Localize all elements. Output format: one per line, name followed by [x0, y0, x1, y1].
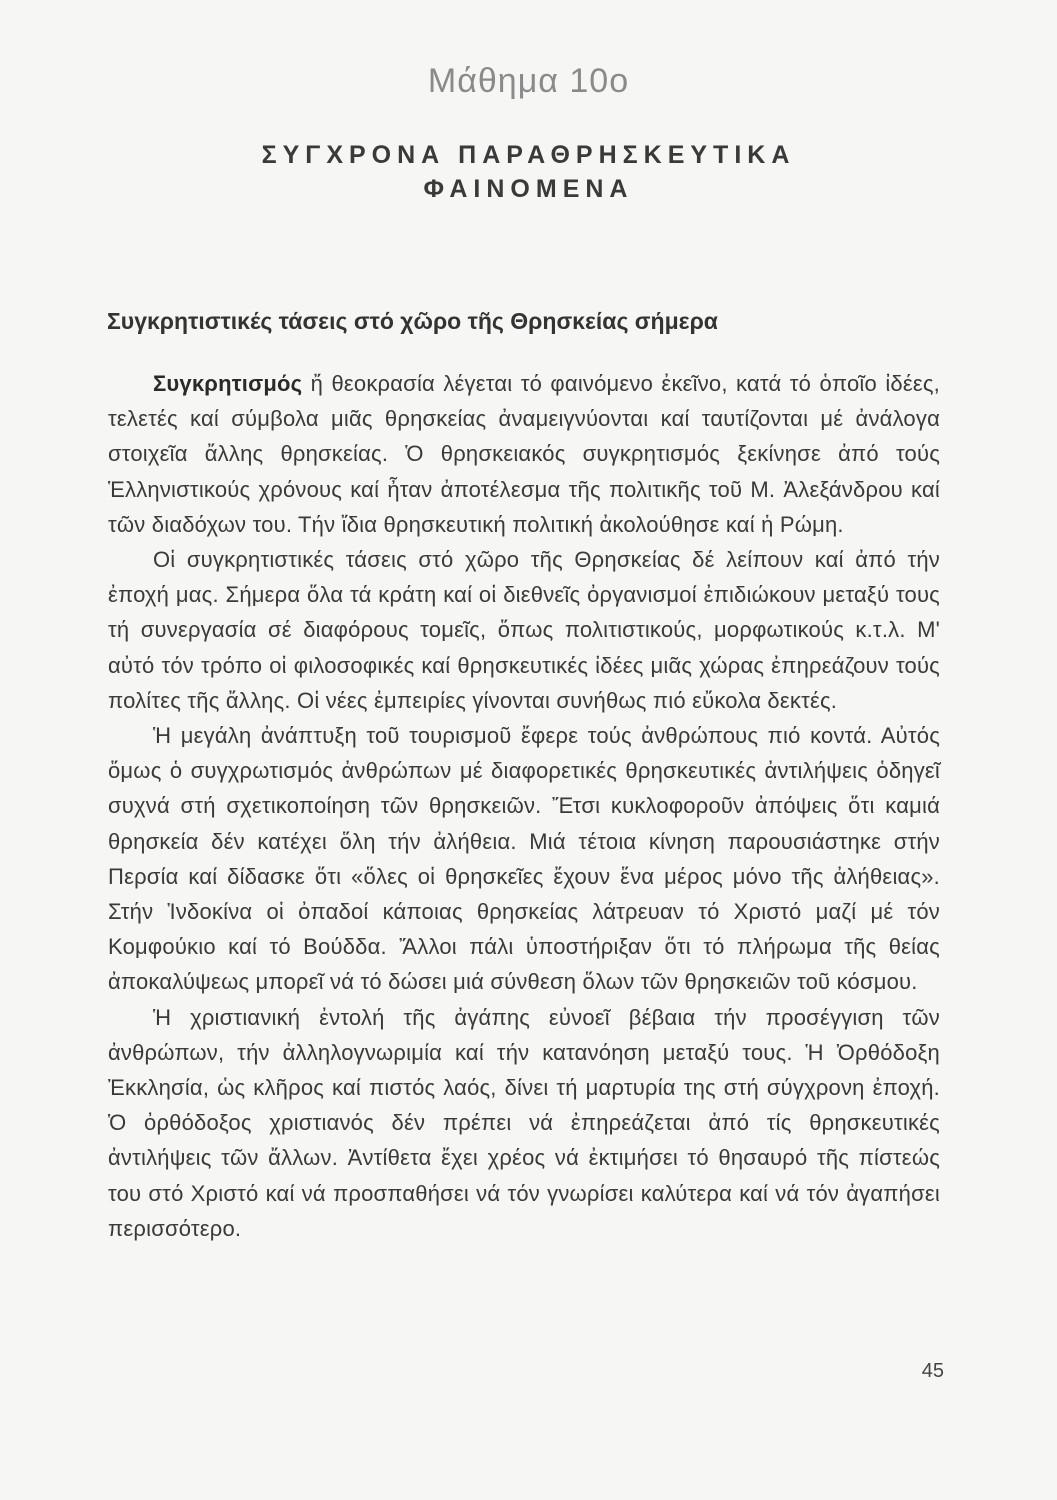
paragraph-3: Ἡ μεγάλη ἀνάπτυξη τοῦ τουρισμοῦ ἔφερε τούς ἀνθρώπους πιό κοντά. Αὐτός ὅμως ὁ συγχρωτισμός ἀνθρώπων μέ διαφορετικές θρησκευτικές ἀντιλήψεις ὁδηγεῖ συχνά στή σχετικοποίηση τῶν θρησκειῶν. Ἔτσι κυκλοφοροῦν ἀπόψεις ὅτι καμιά θρησκεία δέν κατέχει ὅλη τήν ἀλήθεια. Μιά τέτοια κίνηση παρουσιάστηκε στήν Περσία καί δίδασκε ὅτι «ὅλες οἱ θρησκεῖες ἔχουν ἕνα μέρος μόνο τῆς ἀλήθειας». Στήν Ἰνδοκίνα οἱ ὀπαδοί κάποιας θρησκείας λάτρευαν τό Χριστό μαζί μέ τόν Κομφούκιο καί τό Βούδδα. Ἄλλοι πάλι ὑποστήριξαν ὅτι τό πλήρωμα τῆς θείας ἀποκαλύψεως μπορεῖ νά τό δώσει μιά σύνθεση ὅλων τῶν θρησκειῶν τοῦ κόσμου. — [108, 723, 940, 995]
lesson-title: Μάθημα 10ο — [427, 62, 630, 100]
paragraph-4: Ἡ χριστιανική ἐντολή τῆς ἀγάπης εὐνοεῖ βέβαια τήν προσέγγιση τῶν ἀνθρώπων, τήν ἀλληλογνωριμία καί τήν κατανόηση μεταξύ τους. Ἡ Ὀρθόδοξη Ἐκκλησία, ὡς κλῆρος καί πιστός λαός, δίνει τή μαρτυρία της στή σύγχρονη ἐποχή. Ὁ ὀρθόδοξος χριστιανός δέν πρέπει νά ἐπηρεάζεται ἀπό τίς θρησκευτικές ἀντιλήψεις τῶν ἄλλων. Ἀντίθετα ἔχει χρέος νά ἐκτιμήσει τό θησαυρό τῆς πίστεώς του στό Χριστό καί νά προσπαθήσει νά τόν γνωρίσει καλύτερα καί νά τόν ἀγαπήσει περισσότερο. — [108, 1004, 940, 1241]
chapter-title-line-1: ΣΥΓΧΡΟΝΑ ΠΑΡΑΘΡΗΣΚΕΥΤΙΚΑ — [261, 141, 796, 169]
chapter-title-line-2: ΦΑΙΝΟΜΕΝΑ — [423, 175, 634, 203]
defined-term: Συγκρητισμός — [153, 371, 303, 396]
section-heading: Συγκρητιστικές τάσεις στό χῶρο τῆς Θρησκείας σήμερα — [107, 308, 718, 334]
body-text — [108, 366, 940, 1246]
paragraph-2: Οἱ συγκρητιστικές τάσεις στό χῶρο τῆς Θρησκείας δέ λείπουν καί ἀπό τήν ἐποχή μας. Σήμερα ὅλα τά κράτη καί οἱ διεθνεῖς ὀργανισμοί ἐπιδιώκουν μεταξύ τους τή συνεργασία σέ διαφόρους τομεῖς, ὅπως πολιτιστικούς, μορφωτικούς κ.τ.λ. Μ' αὐτό τόν τρόπο οἱ φιλοσοφικές καί θρησκευτικές ἰδέες μιᾶς χώρας ἐπηρεάζουν τούς πολίτες τῆς ἄλλης. Οἱ νέες ἐμπειρίες γίνονται συνήθως πιό εὔκολα δεκτές. — [108, 547, 940, 713]
paragraph-1-text: ἤ θεοκρασία λέγεται τό φαινόμενο ἐκεῖνο, κατά τό ὁποῖο ἰδέες, τελετές καί σύμβολα μιᾶς θρησκείας ἀναμειγνύονται καί ταυτίζονται μέ ἀνάλογα στοιχεῖα ἄλλης θρησκείας. Ὁ θρησκειακός συγκρητισμός ξεκίνησε ἀπό τούς Ἑλληνιστικούς χρόνους καί ἦταν ἀποτέλεσμα τῆς πολιτικῆς τοῦ Μ. Ἀλεξάνδρου καί τῶν διαδόχων του. Τήν ἴδια θρησκευτική πολιτική ἀκολούθησε καί ἡ Ρώμη. — [108, 371, 940, 537]
paragraph-1 — [108, 366, 940, 542]
chapter-title — [0, 138, 1057, 206]
page-number: 45 — [921, 1360, 944, 1382]
